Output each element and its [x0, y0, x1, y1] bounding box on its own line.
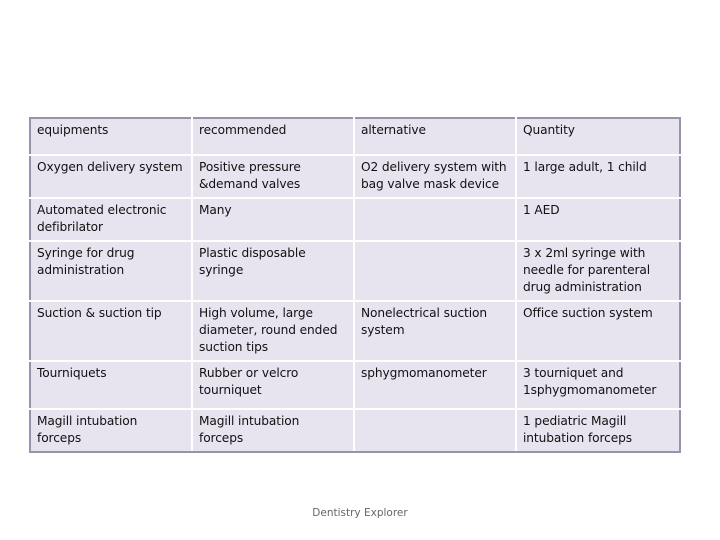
table-cell: Plastic disposable syringe	[192, 241, 354, 301]
header-equipments: equipments	[30, 118, 192, 155]
table-cell: Automated electronic defibrilator	[30, 198, 192, 241]
table-cell: High volume, large diameter, round ended suction tips	[192, 301, 354, 361]
table-cell: Positive pressure &demand valves	[192, 155, 354, 198]
table-row	[30, 361, 680, 409]
table-header-row	[30, 118, 680, 155]
table-cell: Suction & suction tip	[30, 301, 192, 361]
table-cell: Oxygen delivery system	[30, 155, 192, 198]
table-cell: Tourniquets	[30, 361, 192, 409]
table-cell: 3 tourniquet and 1sphygmomanometer	[516, 361, 680, 409]
table-cell	[354, 409, 516, 452]
table-cell: Office suction system	[516, 301, 680, 361]
table-cell: Magill intubation forceps	[192, 409, 354, 452]
header-quantity: Quantity	[516, 118, 680, 155]
table-row	[30, 198, 680, 241]
table-row	[30, 409, 680, 452]
table-row	[30, 155, 680, 198]
table-cell: 1 large adult, 1 child	[516, 155, 680, 198]
table-cell: 1 AED	[516, 198, 680, 241]
table-cell: O2 delivery system with bag valve mask device	[354, 155, 516, 198]
header-alternative: alternative	[354, 118, 516, 155]
header-recommended: recommended	[192, 118, 354, 155]
table-cell: sphygmomanometer	[354, 361, 516, 409]
table-row	[30, 301, 680, 361]
table-cell	[354, 241, 516, 301]
table-cell: 3 x 2ml syringe with needle for parenteral drug administration	[516, 241, 680, 301]
table-row	[30, 241, 680, 301]
table-cell: Magill intubation forceps	[30, 409, 192, 452]
table-cell: Rubber or velcro tourniquet	[192, 361, 354, 409]
equipment-table	[29, 117, 681, 453]
table-cell	[354, 198, 516, 241]
footer-text: Dentistry Explorer	[312, 507, 408, 519]
table-cell: Many	[192, 198, 354, 241]
table-cell: Syringe for drug administration	[30, 241, 192, 301]
table-cell: 1 pediatric Magill intubation forceps	[516, 409, 680, 452]
table-cell: Nonelectrical suction system	[354, 301, 516, 361]
